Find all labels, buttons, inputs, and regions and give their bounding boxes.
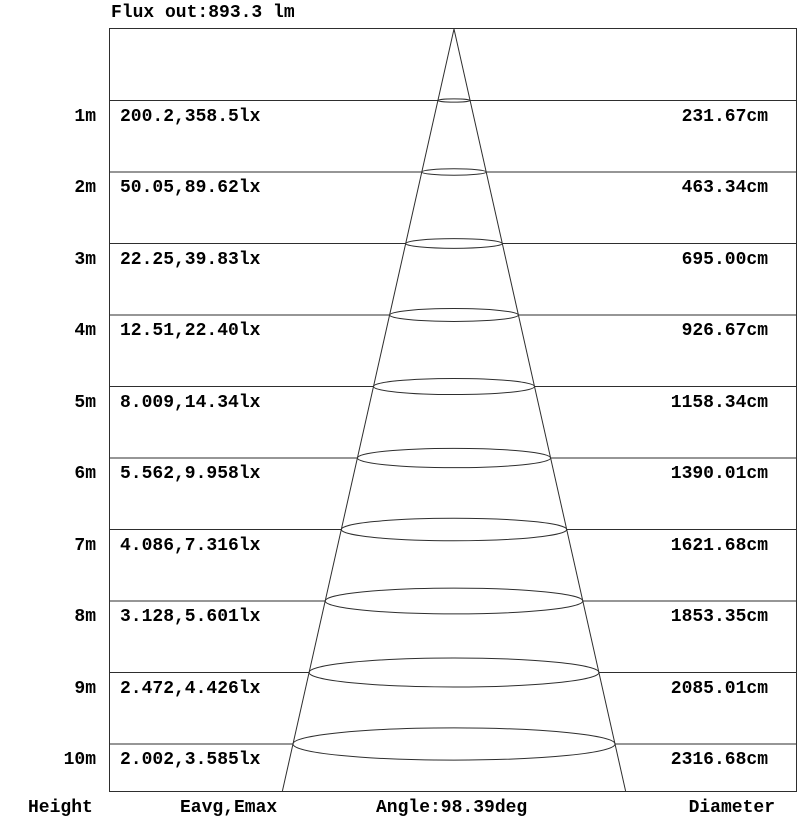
row-eavg-emax-value: 200.2,358.5lx bbox=[120, 107, 261, 127]
row-diameter-value: 926.67cm bbox=[681, 321, 768, 341]
row-diameter-value: 231.67cm bbox=[681, 107, 768, 127]
row-height-label: 4m bbox=[74, 321, 96, 341]
eavg-emax-column-label: Eavg,Emax bbox=[180, 798, 278, 818]
beam-spread-ellipse bbox=[325, 588, 583, 614]
beam-spread-ellipse bbox=[309, 658, 599, 687]
row-eavg-emax-value: 5.562,9.958lx bbox=[120, 464, 261, 484]
row-eavg-emax-value: 2.472,4.426lx bbox=[120, 679, 261, 699]
row-diameter-value: 1390.01cm bbox=[670, 464, 768, 484]
row-diameter-value: 463.34cm bbox=[681, 178, 768, 198]
row-diameter-value: 695.00cm bbox=[681, 250, 768, 270]
row-diameter-value: 2085.01cm bbox=[670, 679, 768, 699]
row-eavg-emax-value: 2.002,3.585lx bbox=[120, 750, 261, 770]
row-height-label: 2m bbox=[74, 178, 96, 198]
row-height-label: 5m bbox=[74, 393, 96, 413]
beam-spread-ellipse bbox=[373, 378, 534, 394]
beam-spread-ellipse bbox=[422, 169, 486, 175]
row-height-label: 10m bbox=[63, 750, 96, 770]
beam-spread-ellipse bbox=[406, 239, 503, 249]
row-height-label: 6m bbox=[74, 464, 96, 484]
row-eavg-emax-value: 3.128,5.601lx bbox=[120, 607, 261, 627]
row-eavg-emax-value: 50.05,89.62lx bbox=[120, 178, 261, 198]
row-height-label: 7m bbox=[74, 536, 96, 556]
flux-out-label: Flux out:893.3 lm bbox=[111, 3, 295, 23]
row-eavg-emax-value: 22.25,39.83lx bbox=[120, 250, 261, 270]
beam-spread-ellipse bbox=[438, 99, 470, 102]
row-height-label: 9m bbox=[74, 679, 96, 699]
row-diameter-value: 2316.68cm bbox=[670, 750, 768, 770]
row-height-label: 1m bbox=[74, 107, 96, 127]
row-height-label: 3m bbox=[74, 250, 96, 270]
row-diameter-value: 1158.34cm bbox=[670, 393, 768, 413]
beam-spread-ellipse bbox=[293, 728, 615, 760]
row-eavg-emax-value: 8.009,14.34lx bbox=[120, 393, 261, 413]
row-eavg-emax-value: 4.086,7.316lx bbox=[120, 536, 261, 556]
row-diameter-value: 1853.35cm bbox=[670, 607, 768, 627]
beam-angle-label: Angle:98.39deg bbox=[376, 798, 528, 818]
row-eavg-emax-value: 12.51,22.40lx bbox=[120, 321, 261, 341]
row-height-label: 8m bbox=[74, 607, 96, 627]
beam-spread-ellipse bbox=[390, 309, 519, 322]
beam-spread-ellipse bbox=[341, 518, 566, 541]
row-diameter-value: 1621.68cm bbox=[670, 536, 768, 556]
height-column-label: Height bbox=[28, 798, 93, 818]
diameter-column-label: Diameter bbox=[688, 798, 775, 818]
beam-spread-ellipse bbox=[357, 448, 550, 467]
